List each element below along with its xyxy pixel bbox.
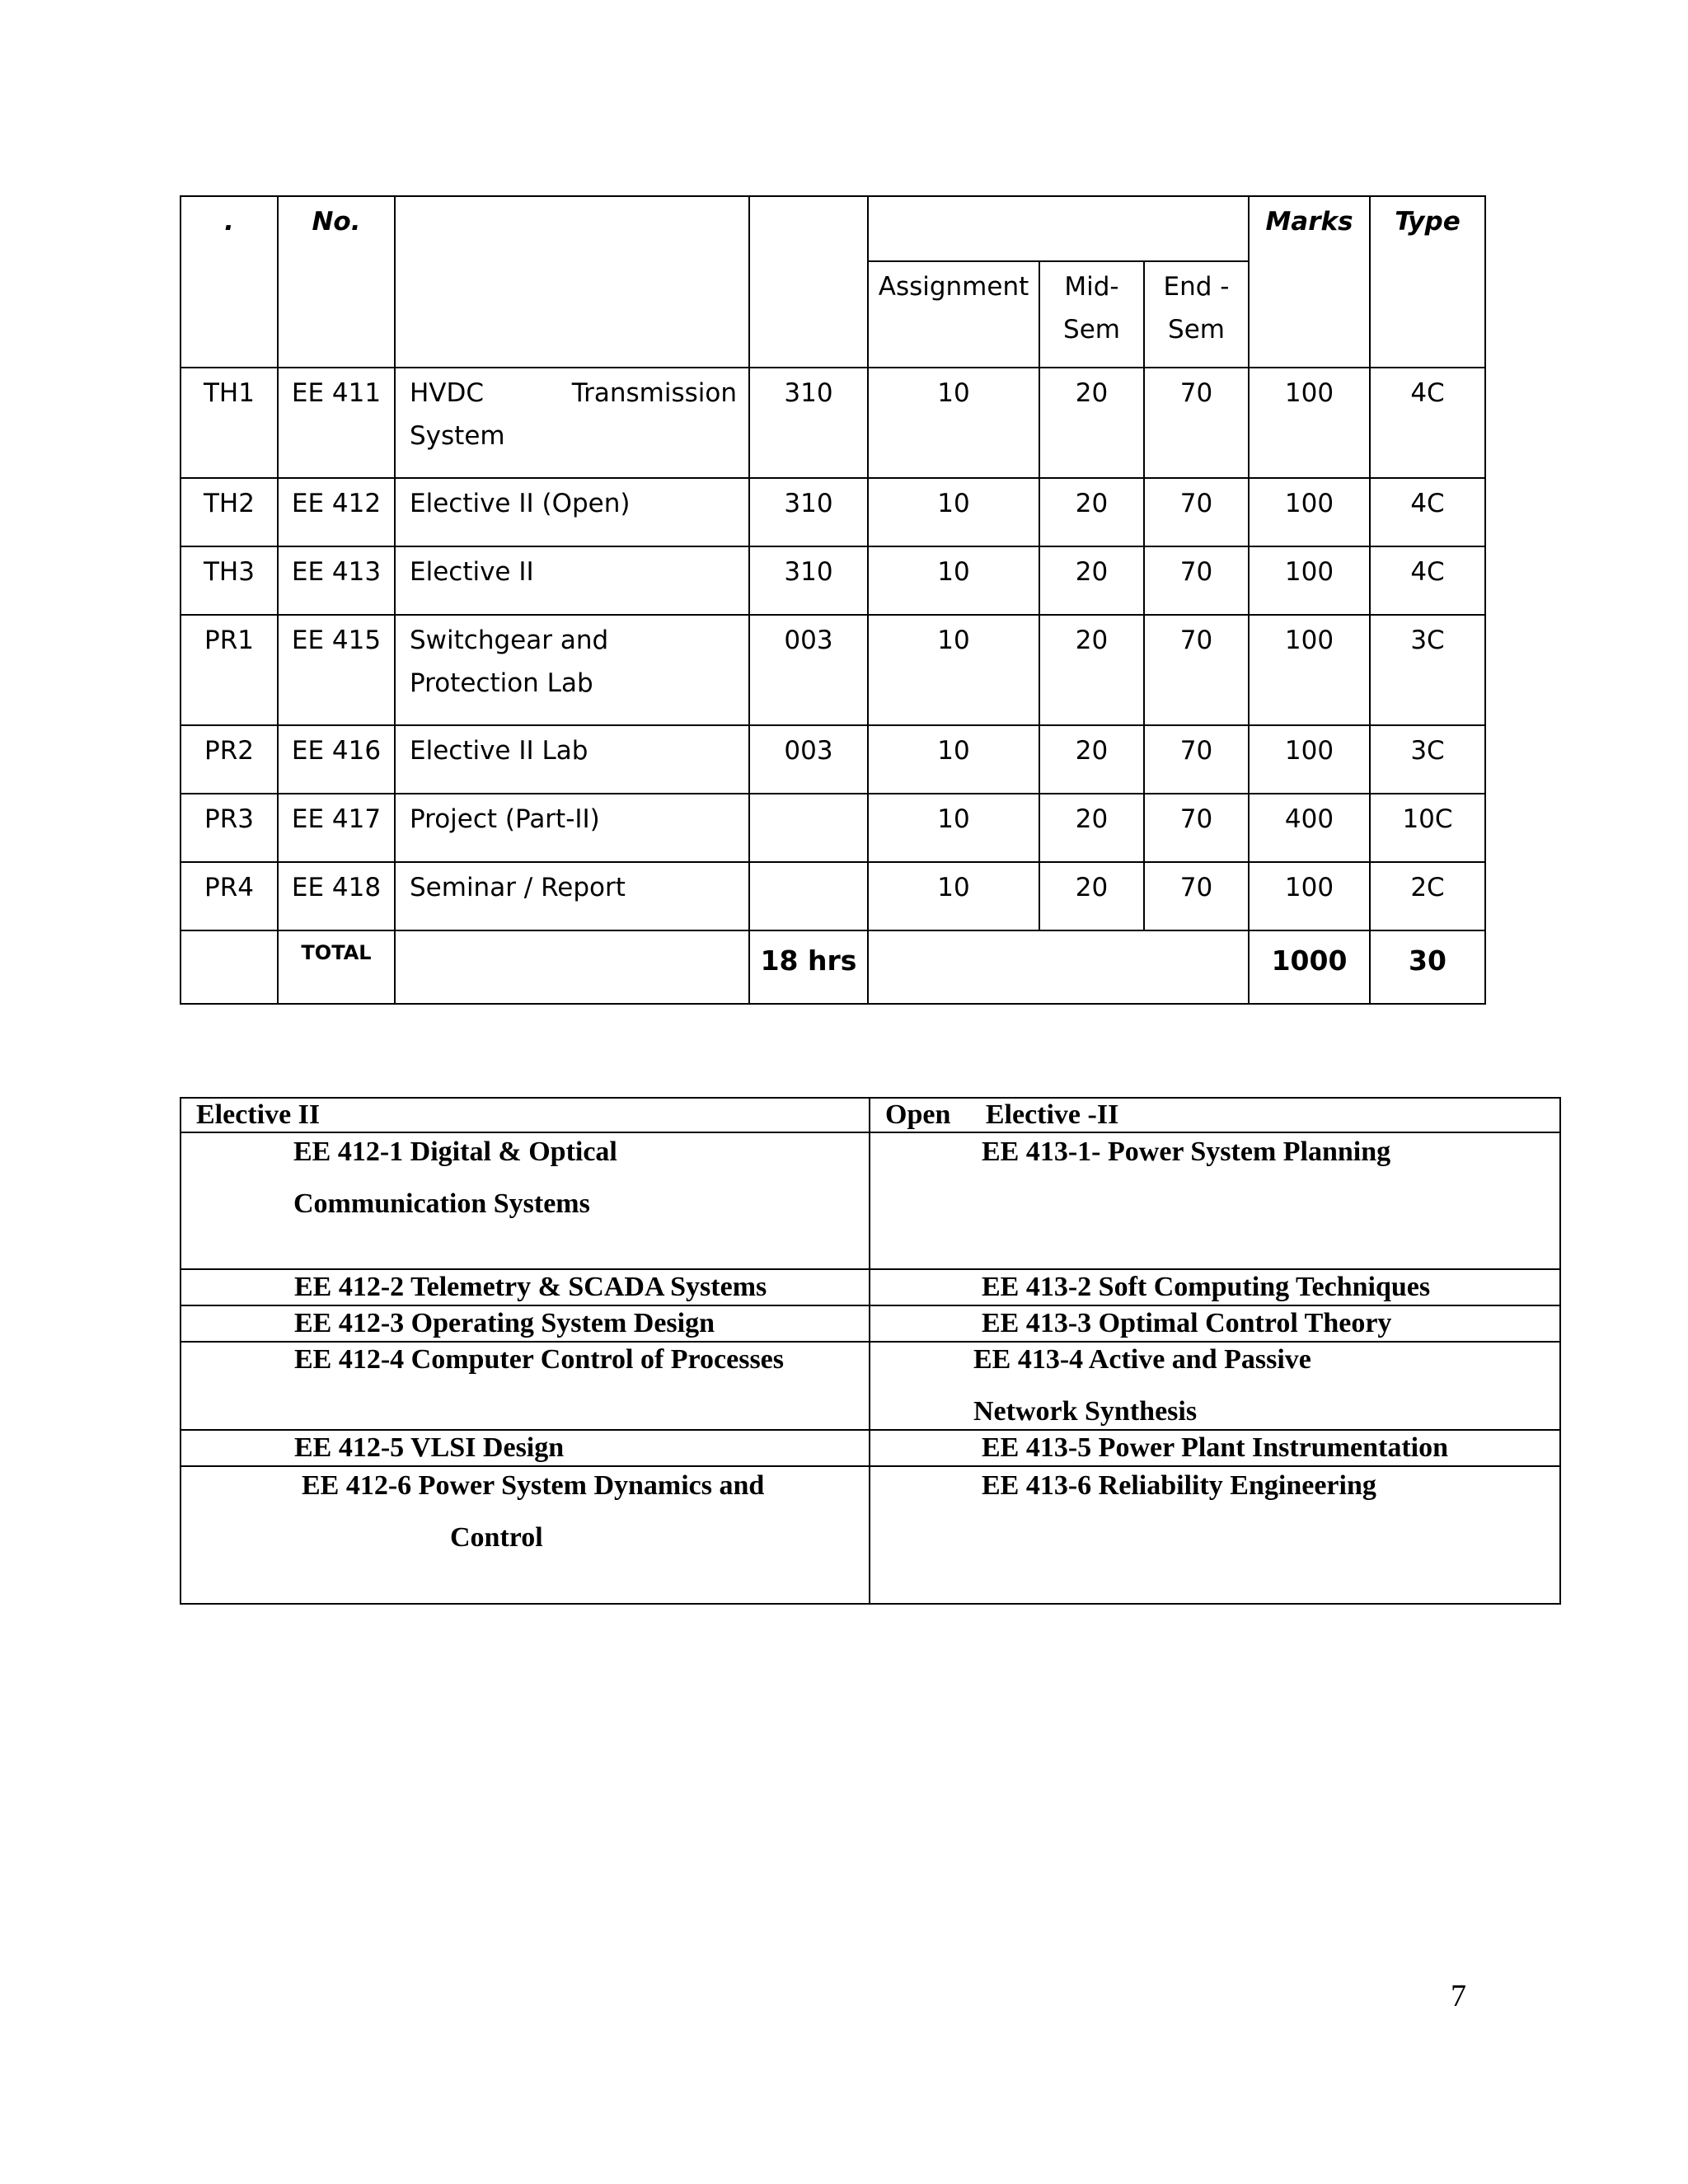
elective-list-table [180,1097,1561,1605]
open-elective-heading: Open Elective -II [870,1098,1560,1132]
ltp-cell: 003 [749,615,868,725]
marks-cell: 100 [1249,862,1370,930]
midsem-cell: 20 [1039,368,1144,478]
assignment-cell: 10 [868,478,1039,546]
open-elective-item [870,1305,1560,1342]
header-course-title [395,196,749,368]
total-credits: 30 [1370,930,1485,1004]
page-number: 7 [1451,1979,1466,2013]
midsem-cell: 20 [1039,725,1144,794]
assignment-cell: 10 [868,615,1039,725]
elective-item [181,1305,870,1342]
midsem-cell: 20 [1039,862,1144,930]
marks-cell: 400 [1249,794,1370,862]
header-credit-type: Type [1370,196,1485,368]
type-cell: 4C [1370,368,1485,478]
elective-item-line: EE 413-5 Power Plant Instrumentation [982,1432,1449,1463]
header-serial: . [181,196,278,368]
total-empty-cell [395,930,749,1004]
table-row [181,368,1485,478]
course-title-cell: Elective II (Open) [395,478,749,546]
header-midsem: Mid-Sem [1039,261,1144,368]
endsem-cell: 70 [1144,862,1249,930]
ltp-cell: 310 [749,478,868,546]
table-row [181,725,1485,794]
serial-cell: TH2 [181,478,278,546]
course-code-cell: EE 415 [278,615,395,725]
header-assignment: Assignment [868,261,1039,368]
elective-item [181,1132,870,1269]
elective-item-line: EE 412-2 Telemetry & SCADA Systems [294,1272,767,1302]
elective-item-line: Control [450,1522,543,1553]
midsem-cell: 20 [1039,478,1144,546]
serial-cell: TH3 [181,546,278,615]
header-evaluation-group [868,196,1249,261]
elective-item-line: EE 413-4 Active and Passive [973,1344,1311,1375]
marks-cell: 100 [1249,546,1370,615]
course-code-cell: EE 412 [278,478,395,546]
course-code-cell: EE 413 [278,546,395,615]
course-title-cell: HVDC Transmission System [395,368,749,478]
open-elective-item [870,1342,1560,1430]
elective-item-line: EE 413-3 Optimal Control Theory [982,1308,1392,1338]
elective-item-line: EE 413-1- Power System Planning [982,1137,1391,1167]
course-title-cell: Seminar / Report [395,862,749,930]
type-cell: 4C [1370,478,1485,546]
table-row [181,862,1485,930]
course-code-cell: EE 417 [278,794,395,862]
total-row [181,930,1485,1004]
course-title-cell: Elective II [395,546,749,615]
table-row [181,615,1485,725]
endsem-cell: 70 [1144,725,1249,794]
total-marks: 1000 [1249,930,1370,1004]
table-row [181,478,1485,546]
elective-item-line: EE 412-5 VLSI Design [294,1432,565,1463]
endsem-cell: 70 [1144,478,1249,546]
header-ltp [749,196,868,368]
marks-cell: 100 [1249,478,1370,546]
course-code-cell: EE 411 [278,368,395,478]
endsem-cell: 70 [1144,546,1249,615]
serial-cell: TH1 [181,368,278,478]
elective-item [181,1430,870,1466]
elective-item-line: EE 412-4 Computer Control of Processes [294,1344,785,1375]
assignment-cell: 10 [868,862,1039,930]
midsem-cell: 20 [1039,794,1144,862]
serial-cell: PR1 [181,615,278,725]
open-elective-item [870,1132,1560,1269]
ltp-cell: 003 [749,725,868,794]
midsem-cell: 20 [1039,546,1144,615]
endsem-cell: 70 [1144,615,1249,725]
marks-cell: 100 [1249,615,1370,725]
table-row [181,546,1485,615]
course-code-cell: EE 416 [278,725,395,794]
total-hours: 18 hrs [749,930,868,1004]
elective-item-line: EE 412-6 Power System Dynamics and [302,1470,765,1501]
endsem-cell: 70 [1144,794,1249,862]
type-cell: 2C [1370,862,1485,930]
marks-cell: 100 [1249,725,1370,794]
endsem-cell: 70 [1144,368,1249,478]
open-elective-item [870,1269,1560,1305]
total-empty-cell [181,930,278,1004]
ltp-cell: 310 [749,368,868,478]
total-empty-cell [868,930,1249,1004]
course-title-cell: Project (Part-II) [395,794,749,862]
assignment-cell: 10 [868,725,1039,794]
ltp-cell [749,794,868,862]
open-elective-item [870,1466,1560,1604]
table-row [181,794,1485,862]
course-title-cell: Elective II Lab [395,725,749,794]
serial-cell: PR3 [181,794,278,862]
open-elective-item [870,1430,1560,1466]
elective-ii-heading: Elective II [181,1098,870,1132]
elective-item [181,1466,870,1604]
elective-item-line: EE 413-6 Reliability Engineering [982,1470,1376,1501]
course-scheme-table [180,195,1486,1005]
type-cell: 4C [1370,546,1485,615]
header-endsem: End -Sem [1144,261,1249,368]
type-cell: 10C [1370,794,1485,862]
serial-cell: PR4 [181,862,278,930]
elective-item [181,1342,870,1430]
ltp-cell: 310 [749,546,868,615]
elective-item [181,1269,870,1305]
ltp-cell [749,862,868,930]
assignment-cell: 10 [868,794,1039,862]
total-label: TOTAL [278,930,395,1004]
midsem-cell: 20 [1039,615,1144,725]
course-code-cell: EE 418 [278,862,395,930]
elective-item-line: Network Synthesis [973,1396,1198,1427]
elective-item-line: EE 413-2 Soft Computing Techniques [982,1272,1431,1302]
type-cell: 3C [1370,615,1485,725]
header-course-no: No. [278,196,395,368]
assignment-cell: 10 [868,546,1039,615]
course-title-cell: Switchgear and Protection Lab [395,615,749,725]
marks-cell: 100 [1249,368,1370,478]
elective-item-line: EE 412-1 Digital & Optical [293,1137,617,1167]
elective-item-line: Communication Systems [293,1188,590,1219]
assignment-cell: 10 [868,368,1039,478]
header-total-marks: Marks [1249,196,1370,368]
serial-cell: PR2 [181,725,278,794]
elective-item-line: EE 412-3 Operating System Design [294,1308,715,1338]
type-cell: 3C [1370,725,1485,794]
